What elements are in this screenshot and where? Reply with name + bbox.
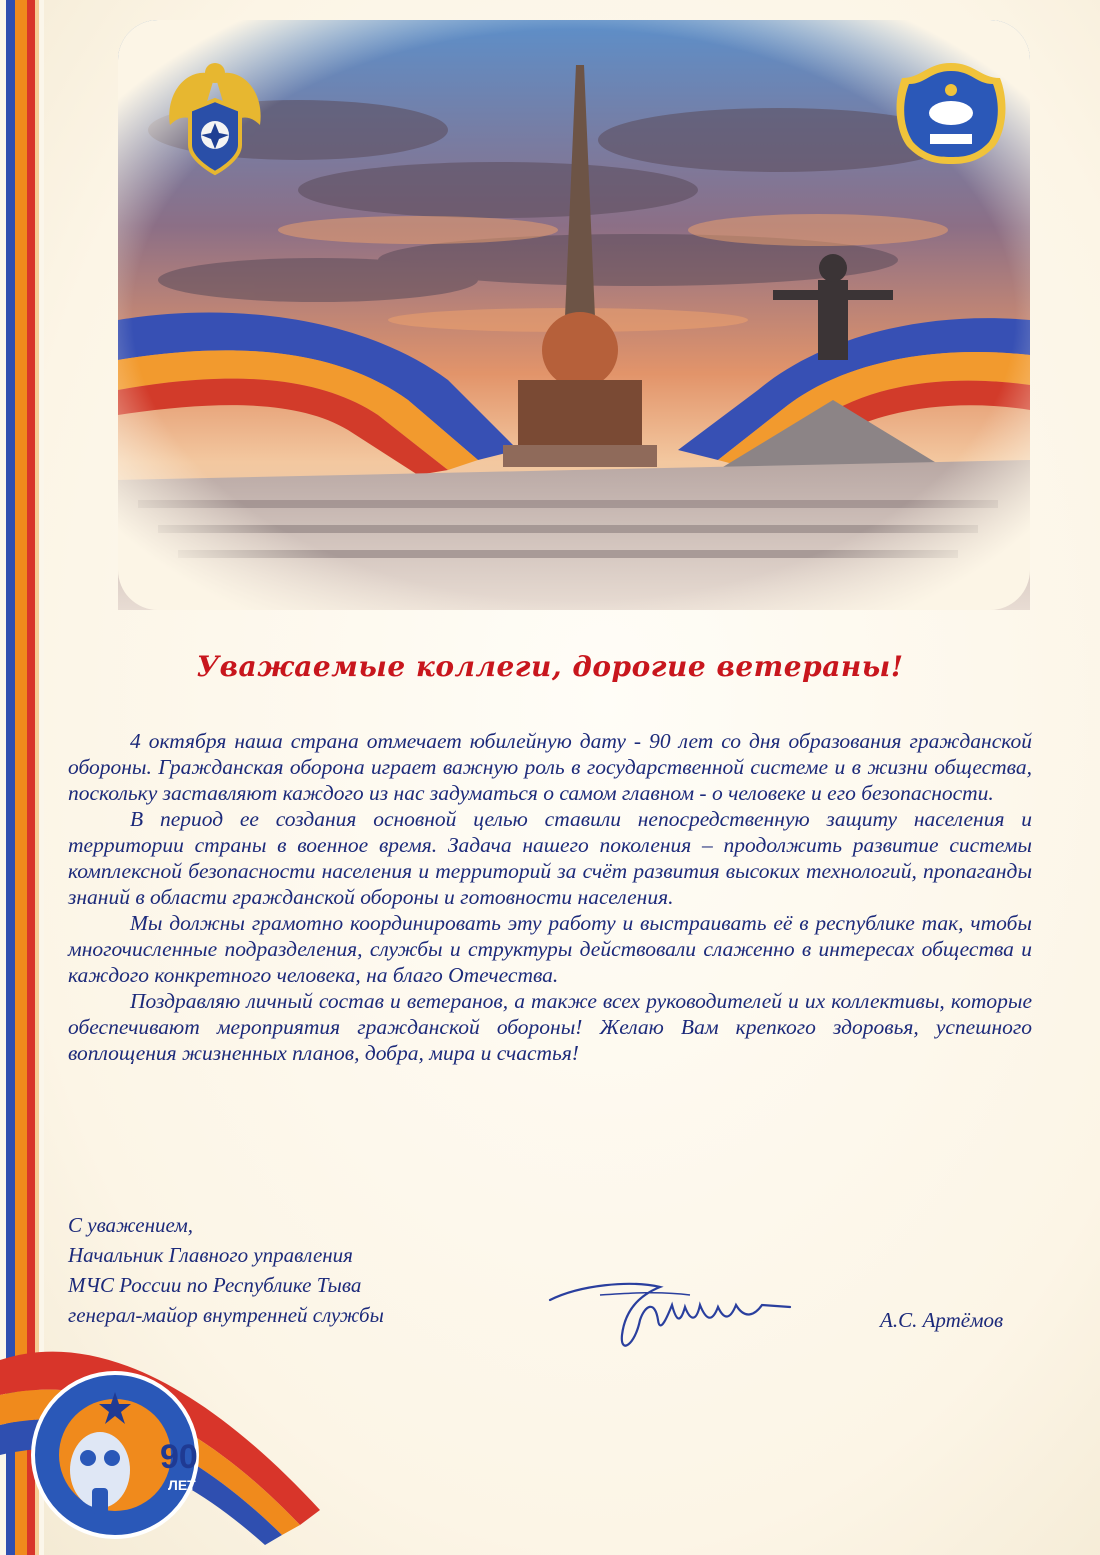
civil-defense-badge-icon <box>0 1320 330 1555</box>
badge-number: 90 <box>160 1438 198 1476</box>
closing-position-1: Начальник Главного управления <box>68 1243 353 1267</box>
badge-unit: ЛЕТ <box>168 1477 196 1493</box>
closing-position-2: МЧС России по Республике Тыва <box>68 1273 362 1297</box>
tuva-coat-of-arms <box>890 58 1012 168</box>
greeting-heading: Уважаемые коллеги, дорогие ветераны! <box>196 650 904 683</box>
closing-block <box>68 1210 384 1330</box>
paragraph-coordination: Мы должны грамотно координировать эту работу и выстраивать её в республике так, чтобы многочисленные подразделения, службы и структуры действовали слаженно в интересах общества и каждого конкретного человека, на благо Отечества. <box>68 911 1032 987</box>
handwritten-signature <box>540 1265 810 1365</box>
paragraph-history: В период ее создания основной целью ставили непосредственную защиту населения и территории страны в военное время. Задача нашего поколения – продолжить развитие системы комплексной безопасности населения и территорий за счёт развития высоких технологий, пропаганды знаний в области гражданской обороны и готовности населения. <box>68 807 1032 909</box>
paragraph-anniversary: 4 октября наша страна отмечает юбилейную дату - 90 лет со дня образования гражданской обороны. Гражданская оборона играет важную роль в государственной системе и в жизни общества, поскольку заставляют каждого из нас задуматься о самом главном - о человеке и его безопасности. <box>68 729 1032 805</box>
mchs-eagle-emblem <box>160 55 270 185</box>
closing-rank: генерал-майор внутренней службы <box>68 1303 384 1327</box>
letter-body <box>68 728 1032 1066</box>
signer-name: А.С. Артёмов <box>880 1308 1004 1332</box>
paragraph-congratulations: Поздравляю личный состав и ветеранов, а также всех руководителей и их коллективы, которые обеспечивают мероприятия гражданской обороны! Желаю Вам крепкого здоровья, успешного воплощения жизненных планов, добра, мира и счастья! <box>68 989 1032 1065</box>
closing-regards: С уважением, <box>68 1213 193 1237</box>
